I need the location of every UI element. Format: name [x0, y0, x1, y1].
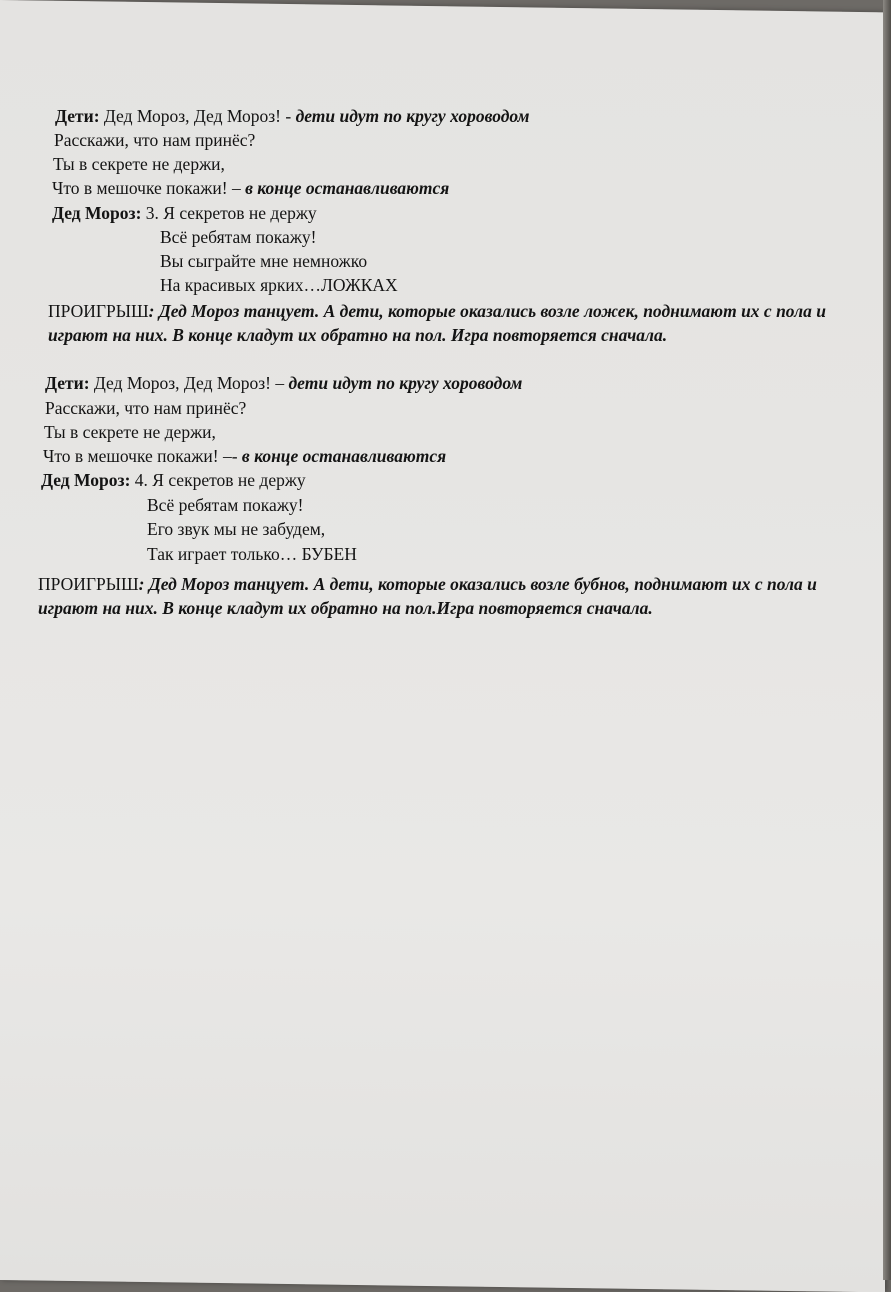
block1-line2: Расскажи, что нам принёс?	[54, 130, 256, 150]
children-text: Дед Мороз, Дед Мороз! –	[89, 373, 289, 393]
block2-line4	[43, 448, 446, 466]
block1-santa-line3: Вы сыграйте мне немножко	[160, 251, 368, 271]
block2-santa-line	[41, 472, 306, 490]
children-label: Дети:	[45, 373, 90, 393]
interlude-text: : Дед Мороз танцует. А дети, которые оказались возле бубнов, поднимают их с пола и играют на них. В конце кладут их обратно на пол.Игра повторяется сначала.	[38, 574, 817, 619]
line4-text: Что в мешочке покажи! –-	[43, 446, 242, 466]
block2-line3: Ты в секрете не держи,	[44, 422, 216, 442]
stage-direction: дети идут по кругу хороводом	[288, 373, 523, 393]
stage-direction: в конце останавливаются	[241, 446, 447, 466]
block2-line2: Расскажи, что нам принёс?	[45, 398, 247, 418]
block1-santa-line4: На красивых ярких…ЛОЖКАХ	[160, 275, 398, 295]
line4-text: Что в мешочке покажи! –	[52, 178, 246, 198]
block1-line4	[52, 180, 449, 198]
santa-label: Дед Мороз:	[52, 203, 142, 223]
block2-santa-line3: Его звук мы не забудем,	[147, 519, 326, 539]
stage-direction: в конце останавливаются	[245, 178, 450, 198]
block2-interlude	[38, 572, 868, 620]
block1-santa-line2: Всё ребятам покажу!	[160, 227, 317, 247]
block2-santa-line2: Всё ребятам покажу!	[147, 495, 304, 515]
children-text: Дед Мороз, Дед Мороз! -	[99, 106, 296, 126]
santa-text: 4. Я секретов не держу	[130, 470, 306, 490]
block2-santa-line4: Так играет только… БУБЕН	[147, 544, 357, 564]
interlude-label: ПРОИГРЫШ	[48, 301, 149, 321]
santa-label: Дед Мороз:	[41, 470, 131, 490]
block2-children-line	[45, 375, 522, 393]
block1-interlude	[48, 299, 868, 347]
interlude-text: : Дед Мороз танцует. А дети, которые оказались возле ложек, поднимают их с пола и играют на них. В конце кладут их обратно на пол. Игра повторяется сначала.	[48, 301, 826, 346]
block1-line3: Ты в секрете не держи,	[53, 154, 225, 174]
children-label: Дети:	[55, 106, 100, 126]
block1-children-line	[55, 108, 530, 126]
interlude-label: ПРОИГРЫШ	[38, 574, 139, 594]
santa-text: 3. Я секретов не держу	[141, 203, 317, 223]
block1-santa-line	[52, 205, 317, 223]
stage-direction: дети идут по кругу хороводом	[295, 106, 530, 126]
